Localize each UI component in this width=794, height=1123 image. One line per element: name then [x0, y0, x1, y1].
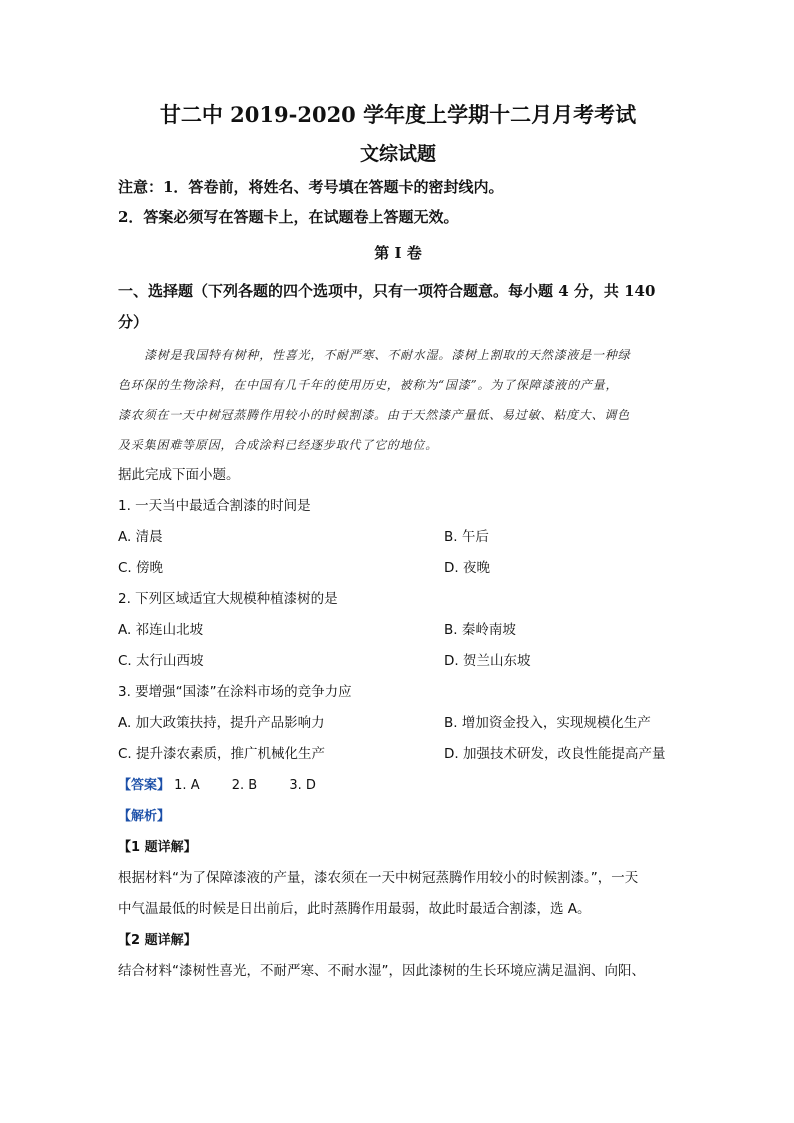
question-1 — [118, 491, 678, 584]
option-d: D. 夜晚 — [444, 560, 490, 576]
reading-passage — [118, 340, 678, 460]
q2-detail-heading-line — [118, 925, 678, 956]
option-a: A. 祁连山北坡 — [118, 622, 204, 638]
section-heading-line-1: 一、选择题（下列各题的四个选项中，只有一项符合题意。每小题 4 分，共 140 — [118, 282, 656, 300]
option-d: D. 加强技术研发，改良性能提高产量 — [444, 746, 666, 762]
option-grid — [118, 522, 678, 584]
answer-item: 1. A — [174, 778, 200, 793]
question-2 — [118, 584, 678, 677]
notice-line-2: 2．答案必须写在答题卡上，在试题卷上答题无效。 — [118, 208, 459, 226]
section-heading — [118, 276, 678, 338]
analysis-label: 【解析】 — [118, 809, 171, 824]
q2-detail-line-1: 结合材料“漆树性喜光，不耐严寒、不耐水湿”，因此漆树的生长环境应满足温润、向阳、 — [118, 963, 645, 979]
option-grid — [118, 615, 678, 677]
q1-detail-line-2: 中气温最低的时候是日出前后，此时蒸腾作用最弱，故此时最适合割漆，选 A。 — [118, 901, 591, 917]
q2-detail-heading: 【2 题详解】 — [118, 933, 197, 948]
question-stem: 2. 下列区域适宜大规模种植漆树的是 — [118, 591, 338, 607]
passage-line-1: 漆树是我国特有树种，性喜光，不耐严寒、不耐水湿。漆树上割取的天然漆液是一种绿 — [144, 348, 631, 362]
answer-label: 【答案】 — [118, 778, 171, 793]
document-title: 甘二中 2019-2020 学年度上学期十二月月考考试 — [159, 102, 637, 127]
option-a: A. 清晨 — [118, 529, 163, 545]
option-c: C. 傍晚 — [118, 560, 164, 576]
q1-detail-heading: 【1 题详解】 — [118, 840, 197, 855]
option-b: B. 秦岭南坡 — [444, 622, 516, 638]
option-d: D. 贺兰山东坡 — [444, 653, 531, 669]
analysis-label-line — [118, 801, 678, 832]
document-subtitle: 文综试题 — [359, 143, 436, 165]
notice-line-1: 注意：1．答卷前，将姓名、考号填在答题卡的密封线内。 — [118, 178, 504, 196]
passage-line-3: 漆农须在一天中树冠蒸腾作用较小的时候割漆。由于天然漆产量低、易过敏、粘度大、调色 — [118, 408, 631, 422]
question-3 — [118, 677, 678, 770]
document-page — [118, 100, 678, 987]
option-grid — [118, 708, 678, 770]
passage-line-2: 色环保的生物涂料，在中国有几千年的使用历史，被称为“国漆”。为了保障漆液的产量， — [118, 378, 619, 392]
option-a: A. 加大政策扶持，提升产品影响力 — [118, 715, 325, 731]
option-b: B. 午后 — [444, 529, 489, 545]
option-b: B. 增加资金投入，实现规模化生产 — [444, 715, 651, 731]
option-c: C. 提升漆农素质，推广机械化生产 — [118, 746, 326, 762]
passage-line-4: 及采集困难等原因，合成涂料已经逐步取代了它的地位。 — [118, 438, 439, 452]
question-prompt: 据此完成下面小题。 — [118, 467, 240, 483]
question-stem: 1. 一天当中最适合割漆的时间是 — [118, 498, 311, 514]
question-stem: 3. 要增强“国漆”在涂料市场的竞争力应 — [118, 684, 352, 700]
answer-item: 3. D — [289, 778, 316, 793]
answer-line — [118, 770, 678, 801]
q1-detail-heading-line — [118, 832, 678, 863]
volume-heading: 第 I 卷 — [374, 244, 422, 262]
answer-item: 2. B — [231, 778, 258, 793]
option-c: C. 太行山西坡 — [118, 653, 204, 669]
section-heading-line-2: 分） — [118, 313, 149, 331]
q1-detail-line-1: 根据材料“为了保障漆液的产量，漆农须在一天中树冠蒸腾作用较小的时候割漆。”，一天 — [118, 870, 639, 886]
